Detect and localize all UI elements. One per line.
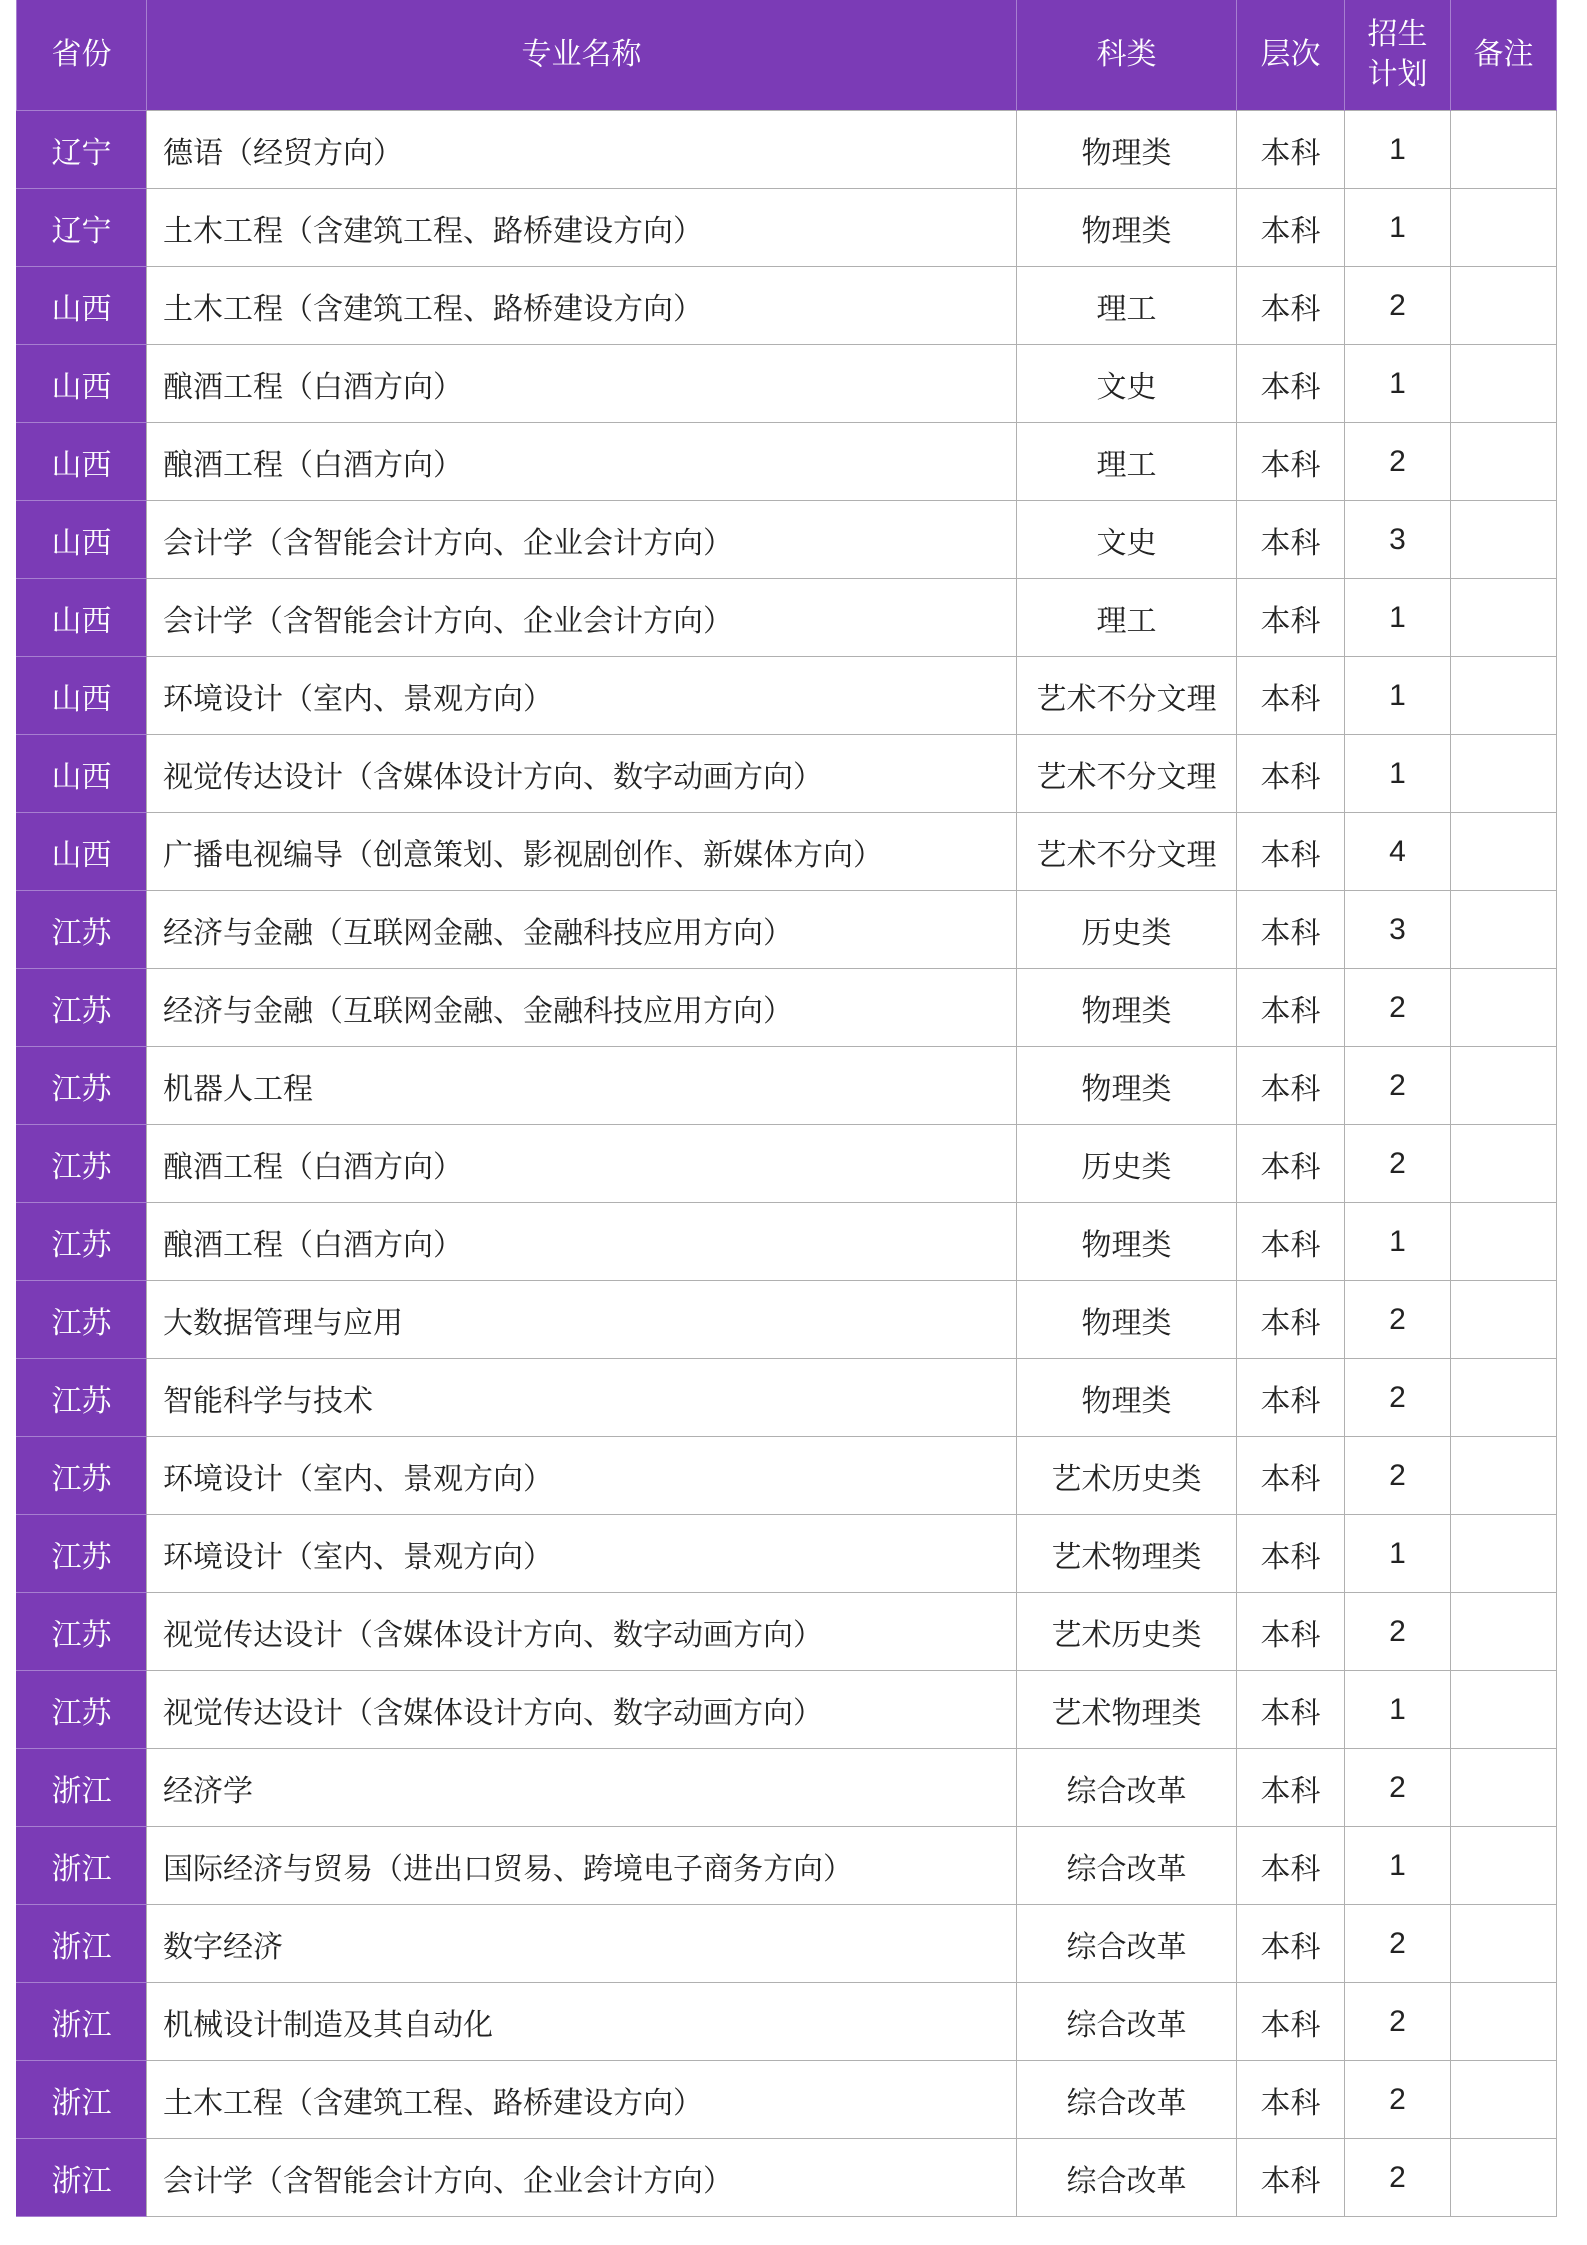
- plan-cell: 4: [1345, 813, 1451, 891]
- table-body: [17, 111, 1557, 2217]
- plan-cell: 2: [1345, 1749, 1451, 1827]
- category-cell: 艺术物理类: [1017, 1515, 1237, 1593]
- note-cell: [1451, 501, 1557, 579]
- province-cell: 江苏: [17, 1203, 147, 1281]
- category-cell: 物理类: [1017, 1359, 1237, 1437]
- major-cell: 酿酒工程（白酒方向）: [147, 1125, 1017, 1203]
- province-cell: 山西: [17, 657, 147, 735]
- table-row: [17, 1515, 1557, 1593]
- table-row: [17, 1437, 1557, 1515]
- table-row: [17, 1125, 1557, 1203]
- table-row: [17, 1281, 1557, 1359]
- plan-cell: 1: [1345, 1515, 1451, 1593]
- note-cell: [1451, 1359, 1557, 1437]
- note-cell: [1451, 189, 1557, 267]
- major-cell: 视觉传达设计（含媒体设计方向、数字动画方向）: [147, 1593, 1017, 1671]
- plan-cell: 2: [1345, 1281, 1451, 1359]
- category-cell: 理工: [1017, 579, 1237, 657]
- plan-cell: 1: [1345, 1827, 1451, 1905]
- note-cell: [1451, 111, 1557, 189]
- table-row: [17, 1905, 1557, 1983]
- note-cell: [1451, 2139, 1557, 2217]
- level-cell: 本科: [1237, 1125, 1345, 1203]
- major-cell: 国际经济与贸易（进出口贸易、跨境电子商务方向）: [147, 1827, 1017, 1905]
- level-cell: 本科: [1237, 1827, 1345, 1905]
- plan-cell: 2: [1345, 1593, 1451, 1671]
- level-cell: 本科: [1237, 1749, 1345, 1827]
- table-row: [17, 1203, 1557, 1281]
- category-cell: 理工: [1017, 423, 1237, 501]
- major-cell: 经济与金融（互联网金融、金融科技应用方向）: [147, 969, 1017, 1047]
- major-cell: 会计学（含智能会计方向、企业会计方向）: [147, 501, 1017, 579]
- table-row: [17, 2139, 1557, 2217]
- header-level: 层次: [1237, 0, 1345, 111]
- category-cell: 艺术历史类: [1017, 1437, 1237, 1515]
- plan-cell: 2: [1345, 1047, 1451, 1125]
- province-cell: 辽宁: [17, 111, 147, 189]
- header-major: 专业名称: [147, 0, 1017, 111]
- level-cell: 本科: [1237, 111, 1345, 189]
- note-cell: [1451, 969, 1557, 1047]
- plan-cell: 2: [1345, 1905, 1451, 1983]
- level-cell: 本科: [1237, 2061, 1345, 2139]
- category-cell: 艺术物理类: [1017, 1671, 1237, 1749]
- header-plan-line1: 招生: [1367, 17, 1428, 52]
- category-cell: 历史类: [1017, 1125, 1237, 1203]
- province-cell: 山西: [17, 345, 147, 423]
- table-row: [17, 1983, 1557, 2061]
- header-row: [17, 0, 1557, 111]
- table-row: [17, 735, 1557, 813]
- category-cell: 物理类: [1017, 969, 1237, 1047]
- table-row: [17, 1827, 1557, 1905]
- plan-cell: 3: [1345, 501, 1451, 579]
- major-cell: 环境设计（室内、景观方向）: [147, 657, 1017, 735]
- category-cell: 综合改革: [1017, 2139, 1237, 2217]
- category-cell: 物理类: [1017, 1281, 1237, 1359]
- table-row: [17, 969, 1557, 1047]
- province-cell: 山西: [17, 501, 147, 579]
- level-cell: 本科: [1237, 1047, 1345, 1125]
- table-row: [17, 189, 1557, 267]
- province-cell: 江苏: [17, 1593, 147, 1671]
- header-note: 备注: [1451, 0, 1557, 111]
- plan-cell: 1: [1345, 1671, 1451, 1749]
- category-cell: 艺术历史类: [1017, 1593, 1237, 1671]
- major-cell: 视觉传达设计（含媒体设计方向、数字动画方向）: [147, 735, 1017, 813]
- category-cell: 综合改革: [1017, 1749, 1237, 1827]
- major-cell: 智能科学与技术: [147, 1359, 1017, 1437]
- level-cell: 本科: [1237, 891, 1345, 969]
- plan-cell: 2: [1345, 267, 1451, 345]
- category-cell: 物理类: [1017, 111, 1237, 189]
- level-cell: 本科: [1237, 1359, 1345, 1437]
- category-cell: 物理类: [1017, 189, 1237, 267]
- note-cell: [1451, 1983, 1557, 2061]
- province-cell: 山西: [17, 735, 147, 813]
- note-cell: [1451, 657, 1557, 735]
- table-row: [17, 423, 1557, 501]
- province-cell: 浙江: [17, 1983, 147, 2061]
- category-cell: 物理类: [1017, 1203, 1237, 1281]
- plan-cell: 2: [1345, 2061, 1451, 2139]
- major-cell: 土木工程（含建筑工程、路桥建设方向）: [147, 2061, 1017, 2139]
- note-cell: [1451, 423, 1557, 501]
- province-cell: 山西: [17, 813, 147, 891]
- level-cell: 本科: [1237, 1437, 1345, 1515]
- major-cell: 酿酒工程（白酒方向）: [147, 345, 1017, 423]
- level-cell: 本科: [1237, 1515, 1345, 1593]
- table-row: [17, 579, 1557, 657]
- plan-cell: 2: [1345, 1359, 1451, 1437]
- category-cell: 综合改革: [1017, 1827, 1237, 1905]
- level-cell: 本科: [1237, 657, 1345, 735]
- header-plan-line2: 计划: [1367, 57, 1428, 92]
- level-cell: 本科: [1237, 1983, 1345, 2061]
- note-cell: [1451, 1203, 1557, 1281]
- level-cell: 本科: [1237, 813, 1345, 891]
- note-cell: [1451, 579, 1557, 657]
- level-cell: 本科: [1237, 1593, 1345, 1671]
- province-cell: 浙江: [17, 2061, 147, 2139]
- note-cell: [1451, 1515, 1557, 1593]
- table-row: [17, 891, 1557, 969]
- province-cell: 浙江: [17, 2139, 147, 2217]
- level-cell: 本科: [1237, 423, 1345, 501]
- major-cell: 大数据管理与应用: [147, 1281, 1017, 1359]
- category-cell: 综合改革: [1017, 1983, 1237, 2061]
- note-cell: [1451, 735, 1557, 813]
- province-cell: 浙江: [17, 1749, 147, 1827]
- note-cell: [1451, 1749, 1557, 1827]
- table-row: [17, 1749, 1557, 1827]
- table-row: [17, 1047, 1557, 1125]
- major-cell: 环境设计（室内、景观方向）: [147, 1437, 1017, 1515]
- table-row: [17, 501, 1557, 579]
- province-cell: 江苏: [17, 1047, 147, 1125]
- table-row: [17, 345, 1557, 423]
- note-cell: [1451, 891, 1557, 969]
- major-cell: 机械设计制造及其自动化: [147, 1983, 1017, 2061]
- level-cell: 本科: [1237, 579, 1345, 657]
- plan-cell: 2: [1345, 1983, 1451, 2061]
- note-cell: [1451, 1593, 1557, 1671]
- level-cell: 本科: [1237, 2139, 1345, 2217]
- major-cell: 广播电视编导（创意策划、影视剧创作、新媒体方向）: [147, 813, 1017, 891]
- note-cell: [1451, 813, 1557, 891]
- enrollment-plan-sheet: [16, 0, 1556, 2217]
- level-cell: 本科: [1237, 267, 1345, 345]
- table-row: [17, 111, 1557, 189]
- table-row: [17, 2061, 1557, 2139]
- enrollment-plan-table: [16, 0, 1557, 2217]
- major-cell: 土木工程（含建筑工程、路桥建设方向）: [147, 189, 1017, 267]
- category-cell: 艺术不分文理: [1017, 813, 1237, 891]
- major-cell: 德语（经贸方向）: [147, 111, 1017, 189]
- major-cell: 经济学: [147, 1749, 1017, 1827]
- level-cell: 本科: [1237, 345, 1345, 423]
- major-cell: 视觉传达设计（含媒体设计方向、数字动画方向）: [147, 1671, 1017, 1749]
- note-cell: [1451, 267, 1557, 345]
- major-cell: 经济与金融（互联网金融、金融科技应用方向）: [147, 891, 1017, 969]
- category-cell: 综合改革: [1017, 2061, 1237, 2139]
- header-plan: [1345, 0, 1451, 111]
- plan-cell: 1: [1345, 111, 1451, 189]
- province-cell: 江苏: [17, 1125, 147, 1203]
- province-cell: 山西: [17, 423, 147, 501]
- province-cell: 山西: [17, 267, 147, 345]
- note-cell: [1451, 1281, 1557, 1359]
- province-cell: 辽宁: [17, 189, 147, 267]
- category-cell: 综合改革: [1017, 1905, 1237, 1983]
- major-cell: 会计学（含智能会计方向、企业会计方向）: [147, 2139, 1017, 2217]
- level-cell: 本科: [1237, 189, 1345, 267]
- plan-cell: 1: [1345, 735, 1451, 813]
- level-cell: 本科: [1237, 501, 1345, 579]
- major-cell: 酿酒工程（白酒方向）: [147, 1203, 1017, 1281]
- province-cell: 江苏: [17, 891, 147, 969]
- category-cell: 历史类: [1017, 891, 1237, 969]
- province-cell: 江苏: [17, 1359, 147, 1437]
- plan-cell: 1: [1345, 579, 1451, 657]
- header-category: 科类: [1017, 0, 1237, 111]
- province-cell: 江苏: [17, 1515, 147, 1593]
- level-cell: 本科: [1237, 1905, 1345, 1983]
- province-cell: 江苏: [17, 1671, 147, 1749]
- major-cell: 环境设计（室内、景观方向）: [147, 1515, 1017, 1593]
- category-cell: 艺术不分文理: [1017, 735, 1237, 813]
- table-header: [17, 0, 1557, 111]
- province-cell: 江苏: [17, 969, 147, 1047]
- category-cell: 理工: [1017, 267, 1237, 345]
- major-cell: 机器人工程: [147, 1047, 1017, 1125]
- table-row: [17, 1671, 1557, 1749]
- category-cell: 艺术不分文理: [1017, 657, 1237, 735]
- province-cell: 浙江: [17, 1905, 147, 1983]
- plan-cell: 1: [1345, 345, 1451, 423]
- province-cell: 山西: [17, 579, 147, 657]
- major-cell: 会计学（含智能会计方向、企业会计方向）: [147, 579, 1017, 657]
- note-cell: [1451, 1905, 1557, 1983]
- plan-cell: 2: [1345, 969, 1451, 1047]
- table-row: [17, 1593, 1557, 1671]
- level-cell: 本科: [1237, 735, 1345, 813]
- header-province: 省份: [17, 0, 147, 111]
- province-cell: 江苏: [17, 1281, 147, 1359]
- table-row: [17, 1359, 1557, 1437]
- category-cell: 文史: [1017, 345, 1237, 423]
- level-cell: 本科: [1237, 969, 1345, 1047]
- level-cell: 本科: [1237, 1203, 1345, 1281]
- major-cell: 土木工程（含建筑工程、路桥建设方向）: [147, 267, 1017, 345]
- plan-cell: 2: [1345, 1437, 1451, 1515]
- level-cell: 本科: [1237, 1671, 1345, 1749]
- table-row: [17, 657, 1557, 735]
- note-cell: [1451, 1671, 1557, 1749]
- plan-cell: 3: [1345, 891, 1451, 969]
- major-cell: 酿酒工程（白酒方向）: [147, 423, 1017, 501]
- plan-cell: 2: [1345, 423, 1451, 501]
- province-cell: 浙江: [17, 1827, 147, 1905]
- province-cell: 江苏: [17, 1437, 147, 1515]
- plan-cell: 1: [1345, 1203, 1451, 1281]
- note-cell: [1451, 1047, 1557, 1125]
- category-cell: 文史: [1017, 501, 1237, 579]
- note-cell: [1451, 2061, 1557, 2139]
- note-cell: [1451, 1827, 1557, 1905]
- note-cell: [1451, 1125, 1557, 1203]
- plan-cell: 2: [1345, 1125, 1451, 1203]
- table-row: [17, 267, 1557, 345]
- category-cell: 物理类: [1017, 1047, 1237, 1125]
- note-cell: [1451, 1437, 1557, 1515]
- plan-cell: 1: [1345, 657, 1451, 735]
- plan-cell: 1: [1345, 189, 1451, 267]
- table-row: [17, 813, 1557, 891]
- level-cell: 本科: [1237, 1281, 1345, 1359]
- major-cell: 数字经济: [147, 1905, 1017, 1983]
- note-cell: [1451, 345, 1557, 423]
- plan-cell: 2: [1345, 2139, 1451, 2217]
